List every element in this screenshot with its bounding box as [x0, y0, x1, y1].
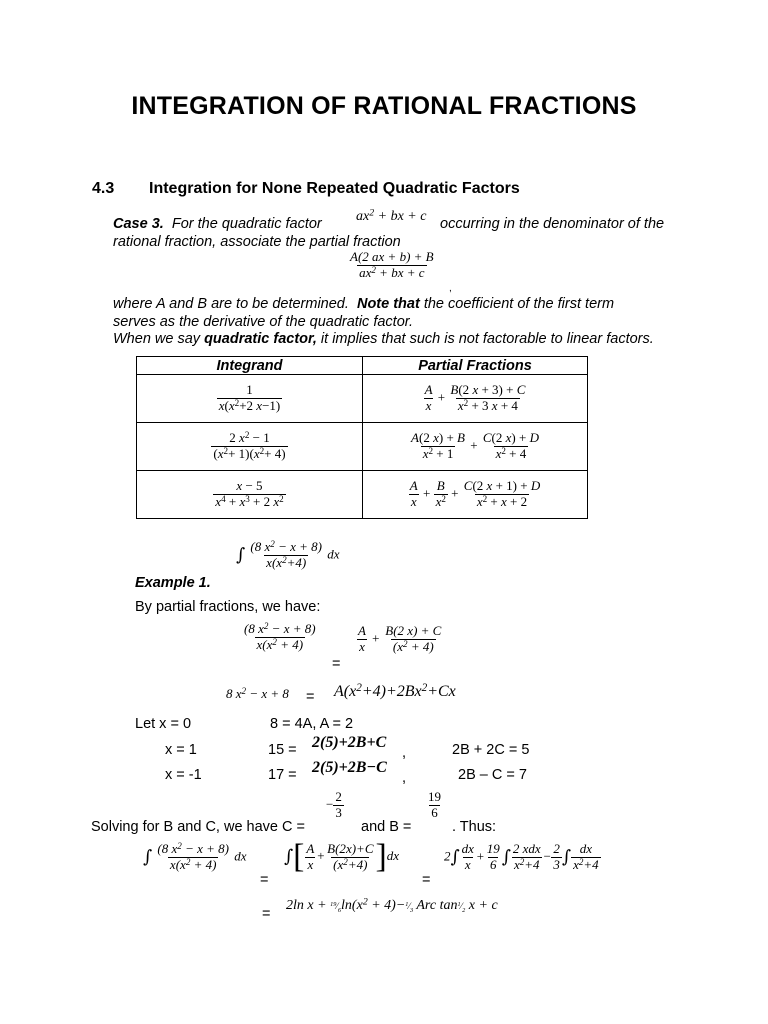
final-lhs: ∫ $\frac{(8 x^2 - x + 8)}{x(x^2 + 4)}$ dx: [143, 840, 247, 872]
table-header-row: [137, 357, 588, 375]
table-header-integrand: Integrand: [137, 357, 363, 375]
identity-rhs: $A(x^2+4)+2Bx^2+Cx$: [334, 681, 456, 700]
and-b: and B =: [361, 819, 412, 835]
case-text-5b: it implies that such is not factorable to linear factors.: [320, 331, 654, 347]
note-that: Note that: [356, 296, 420, 312]
case-text-3a: where A and B are to be determined.: [113, 296, 349, 312]
case-text-1b: occurring in the denominator of the: [440, 216, 665, 232]
integrand-2: $\frac{2 x^2 - 1}{(x^2+ 1)(x^2+ 4)}$: [137, 423, 363, 471]
equals-3: =: [260, 872, 269, 888]
xm1-expression: 2(5)+2B−C: [312, 759, 387, 776]
xm1-label: x = -1: [165, 767, 202, 783]
table-row: [137, 423, 588, 471]
section-heading: Integration for None Repeated Quadratic Factors: [149, 180, 520, 197]
pf-lhs: $\frac{(8 x^2 - x + 8)}{x(x^2 + 4)}$: [244, 620, 316, 652]
partial-3: $\frac{A}{x}$ + $\frac{B}{x^2}$ + $\frac{C(2 x + 1) + D}{x^2 + x + 2}$: [363, 471, 588, 519]
page-title: INTEGRATION OF RATIONAL FRACTIONS: [131, 92, 637, 120]
x1-label: x = 1: [165, 742, 197, 758]
table-row: [137, 471, 588, 519]
case-line-3: [113, 295, 614, 313]
table-row: [137, 375, 588, 423]
xm1-rhs: 2B – C = 7: [458, 767, 527, 783]
case-text-4: serves as the derivative of the quadratic factor.: [113, 314, 414, 330]
quadratic-factor: $ax^2$ + bx + c: [356, 207, 427, 224]
case-line-1: [113, 215, 322, 233]
thus: . Thus:: [452, 819, 497, 835]
partial-fractions-table: [136, 356, 588, 519]
x1-comma: ,: [402, 745, 407, 761]
example-label: Example 1.: [135, 575, 211, 591]
partial-2: $\frac{A(2 x) + B}{x^2 + 1}$ + $\frac{C(2 x) + D}{x^2 + 4}$: [363, 423, 588, 471]
identity-lhs: 8 $x^2 - x + 8$: [226, 685, 289, 701]
solving-text: Solving for B and C, we have C =: [91, 819, 305, 835]
table-header-partial: Partial Fractions: [363, 357, 588, 375]
xm1-comma: ,: [402, 770, 407, 786]
comma: ,: [449, 283, 452, 294]
equals-4: =: [422, 872, 431, 888]
partial-fraction-form: $\frac{A(2 ax + b) + B}{ax^2 + bx + c}$: [350, 249, 434, 280]
integrand-1: $\frac{1}{x(x^2+2 x-1)}$: [137, 375, 363, 423]
equals-1: =: [332, 656, 341, 672]
x1-lhs: 15 =: [268, 742, 297, 758]
x0-result: 8 = 4A, A = 2: [270, 716, 354, 732]
partial-1: $\frac{A}{x}$ + $\frac{B(2 x + 3) + C}{x^2 + 3 x + 4}$: [363, 375, 588, 423]
case-text-2: rational fraction, associate the partial fraction: [113, 234, 401, 250]
xm1-lhs: 17 =: [268, 767, 297, 783]
case-text-1a: For the quadratic factor: [171, 216, 322, 232]
let-x0: Let x = 0: [135, 716, 192, 732]
final-mid: ∫[ $\frac{A}{x}$ + $\frac{B(2x)+C}{(x^2+4)}$ ]dx: [284, 838, 400, 875]
example-integral: ∫ $\frac{(8 x^2 - x + 8)}{x(x^2+4)}$ dx: [236, 538, 340, 570]
c-value: − $\frac{2}{3}$: [326, 789, 342, 820]
case-line-5: [113, 330, 654, 348]
equals-5: =: [262, 906, 271, 922]
quadratic-factor-bold: quadratic factor,: [204, 331, 317, 347]
case-text-3b: the coefficient of the first term: [423, 296, 615, 312]
equals-2: =: [306, 689, 315, 705]
section-number: 4.3: [92, 180, 115, 197]
x1-rhs: 2B + 2C = 5: [452, 742, 530, 758]
pf-rhs: $\frac{A}{x}$ + $\frac{B(2 x) + C}{(x^2 + 4)}$: [358, 623, 442, 654]
final-rhs: 2∫ $\frac{dx}{x}$ + $\frac{19}{6}$ ∫ $\frac{\text{2 xdx}}{x^2+4}$ − $\frac{2}{3}$ ∫ $\frac{dx}{x^2+4}$: [444, 841, 599, 872]
b-value: $\frac{19}{6}$: [428, 789, 441, 820]
final-answer: 2ln $x + ^{19}⁄_6\ln(x^2$ + $4)-^1⁄_3$ Arc $\tan^1⁄_2$ x + c: [286, 896, 498, 914]
x1-expression: 2(5)+2B+C: [312, 734, 387, 751]
integrand-3: $\frac{x - 5}{x^4 + x^3 + 2 x^2}$: [137, 471, 363, 519]
case-label: Case 3.: [113, 216, 164, 232]
case-text-5a: When we say: [113, 331, 201, 347]
example-intro: By partial fractions, we have:: [135, 599, 321, 615]
